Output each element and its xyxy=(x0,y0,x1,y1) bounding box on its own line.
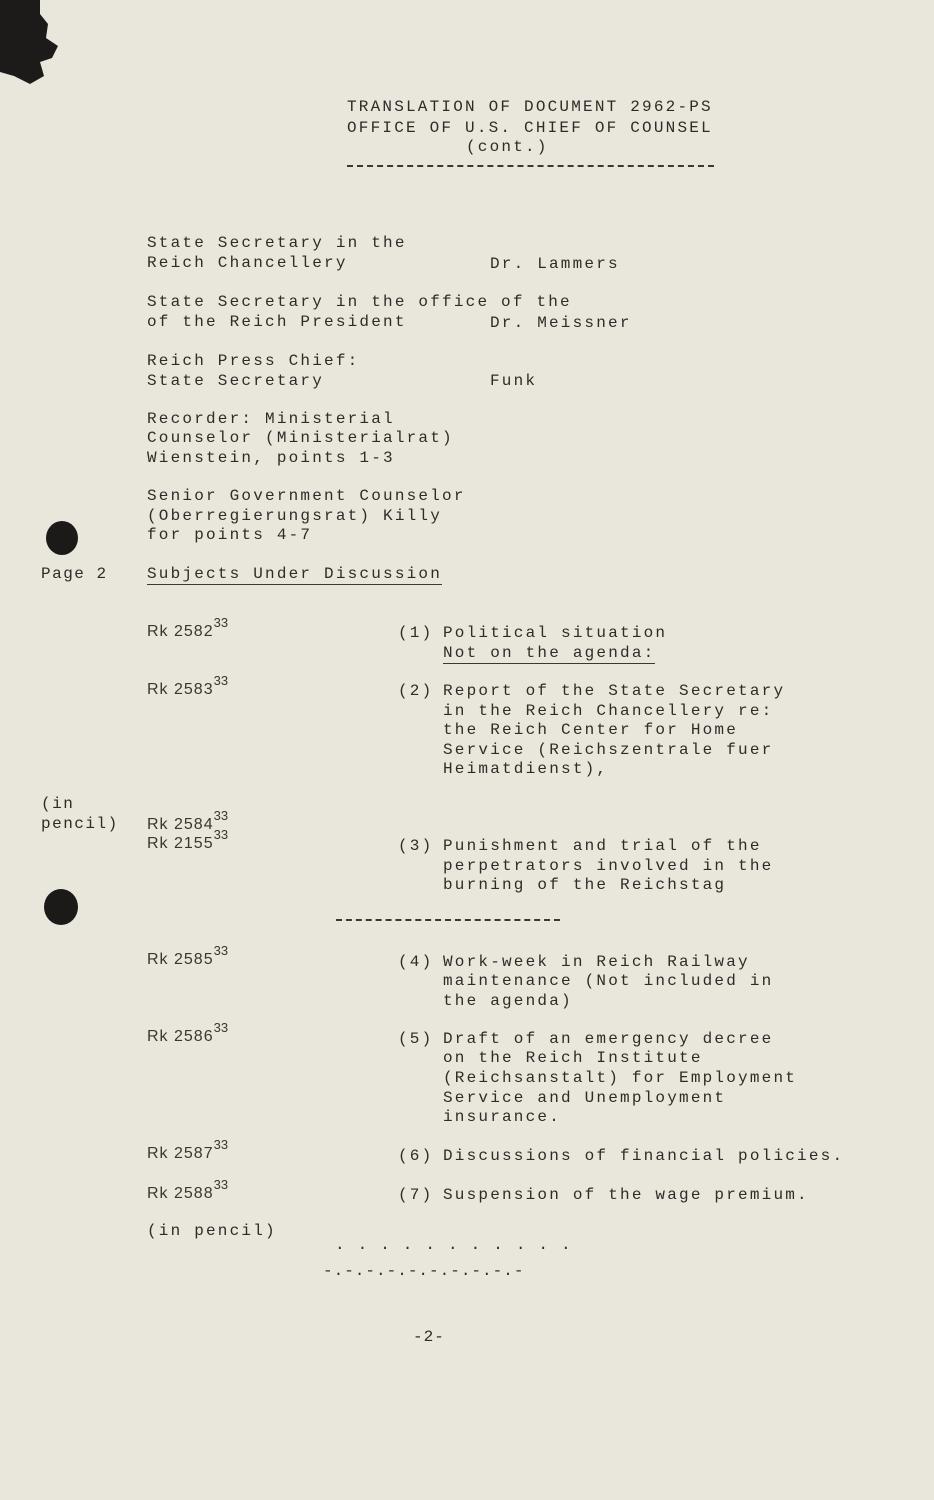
attendee-3-title-2: State Secretary xyxy=(147,372,325,390)
item-6-ref-text: Rk 2587 xyxy=(147,1145,214,1162)
attendee-1-title-1: State Secretary in the xyxy=(147,234,407,252)
header-line-2: OFFICE OF U.S. CHIEF OF COUNSEL xyxy=(347,119,713,137)
recorder-1-line-2: Counselor (Ministerialrat) xyxy=(147,429,454,447)
pencil-note: (in pencil) xyxy=(147,1222,277,1240)
item-6-ref xyxy=(147,1137,229,1164)
item-3-line-2: perpetrators involved in the xyxy=(443,857,774,875)
item-1-subnote-text: Not on the agenda: xyxy=(443,644,656,662)
item-1-ref-sup: 33 xyxy=(213,615,229,630)
item-3-line-1: Punishment and trial of the xyxy=(443,837,762,855)
item-2-ref xyxy=(147,673,229,700)
item-1-line-1: Political situation xyxy=(443,624,668,642)
item-3-ref-text: Rk 2584 xyxy=(147,816,214,833)
item-7-number: (7) xyxy=(398,1186,434,1204)
section-divider xyxy=(336,919,560,921)
subjects-heading xyxy=(147,565,442,585)
attendee-2-name: Dr. Meissner xyxy=(490,314,632,332)
item-1-ref-text: Rk 2582 xyxy=(147,623,214,640)
item-2-number: (2) xyxy=(398,682,434,700)
item-2-line-5: Heimatdienst), xyxy=(443,760,609,778)
attendee-1-name: Dr. Lammers xyxy=(490,255,620,273)
item-5-number: (5) xyxy=(398,1030,434,1048)
item-4-line-1: Work-week in Reich Railway xyxy=(443,953,750,971)
torn-corner-mark xyxy=(0,0,70,90)
item-3-ref2-text: Rk 2155 xyxy=(147,835,214,852)
item-5-line-4: Service and Unemployment xyxy=(443,1089,727,1107)
item-3-ref2 xyxy=(147,827,229,854)
item-2-ref-text: Rk 2583 xyxy=(147,681,214,698)
end-mark: -.-.-.-.-.-.-.-.-.- xyxy=(323,1262,525,1280)
item-2-line-2: in the Reich Chancellery re: xyxy=(443,702,774,720)
item-5-ref-sup: 33 xyxy=(213,1020,229,1035)
attendee-3-title-1: Reich Press Chief: xyxy=(147,352,360,370)
item-2-line-4: Service (Reichszentrale fuer xyxy=(443,741,774,759)
item-1-subnote xyxy=(443,644,655,664)
item-2-ref-sup: 33 xyxy=(213,673,229,688)
item-6-ref-sup: 33 xyxy=(213,1137,229,1152)
item-1-ref xyxy=(147,615,229,642)
item-5-line-3: (Reichsanstalt) for Employment xyxy=(443,1069,798,1087)
attendee-2-title-2: of the Reich President xyxy=(147,313,407,331)
item-6-line-1: Discussions of financial policies. xyxy=(443,1147,845,1165)
item-4-ref-text: Rk 2585 xyxy=(147,951,214,968)
subjects-heading-text: Subjects Under Discussion xyxy=(147,565,443,583)
item-5-ref-text: Rk 2586 xyxy=(147,1028,214,1045)
page-margin-label: Page 2 xyxy=(41,565,108,583)
recorder-2-line-3: for points 4-7 xyxy=(147,526,313,544)
item-5-line-5: insurance. xyxy=(443,1108,562,1126)
margin-note-line-1: (in xyxy=(41,795,75,813)
item-4-number: (4) xyxy=(398,953,434,971)
item-3-ref2-sup: 33 xyxy=(213,827,229,842)
header-divider xyxy=(347,165,714,167)
dotted-row: ........... xyxy=(335,1236,584,1254)
header-line-3: (cont.) xyxy=(466,138,549,156)
item-2-line-1: Report of the State Secretary xyxy=(443,682,786,700)
item-1-number: (1) xyxy=(398,624,434,642)
attendee-1-title-2: Reich Chancellery xyxy=(147,254,348,272)
recorder-2-line-1: Senior Government Counselor xyxy=(147,487,466,505)
punch-hole-mark-bottom xyxy=(44,889,78,925)
item-7-line-1: Suspension of the wage premium. xyxy=(443,1186,809,1204)
item-4-line-3: the agenda) xyxy=(443,992,573,1010)
header-line-1: TRANSLATION OF DOCUMENT 2962-PS xyxy=(347,98,713,116)
item-5-ref xyxy=(147,1020,229,1047)
attendee-3-name: Funk xyxy=(490,372,538,390)
item-3-line-3: burning of the Reichstag xyxy=(443,876,727,894)
item-5-line-2: on the Reich Institute xyxy=(443,1049,703,1067)
punch-hole-mark-top xyxy=(46,521,78,555)
recorder-2-line-2: (Oberregierungsrat) Killy xyxy=(147,507,443,525)
margin-note-line-2: pencil) xyxy=(41,815,119,833)
item-4-line-2: maintenance (Not included in xyxy=(443,972,774,990)
item-7-ref xyxy=(147,1177,229,1204)
item-7-ref-text: Rk 2588 xyxy=(147,1185,214,1202)
item-7-ref-sup: 33 xyxy=(213,1177,229,1192)
recorder-1-line-1: Recorder: Ministerial xyxy=(147,410,395,428)
item-2-line-3: the Reich Center for Home xyxy=(443,721,739,739)
item-4-ref xyxy=(147,943,229,970)
page-number: -2- xyxy=(413,1328,445,1346)
item-3-number: (3) xyxy=(398,837,434,855)
recorder-1-line-3: Wienstein, points 1-3 xyxy=(147,449,395,467)
item-6-number: (6) xyxy=(398,1147,434,1165)
item-5-line-1: Draft of an emergency decree xyxy=(443,1030,774,1048)
item-3-ref-sup: 33 xyxy=(213,808,229,823)
item-4-ref-sup: 33 xyxy=(213,943,229,958)
attendee-2-title-1: State Secretary in the office of the xyxy=(147,293,572,311)
